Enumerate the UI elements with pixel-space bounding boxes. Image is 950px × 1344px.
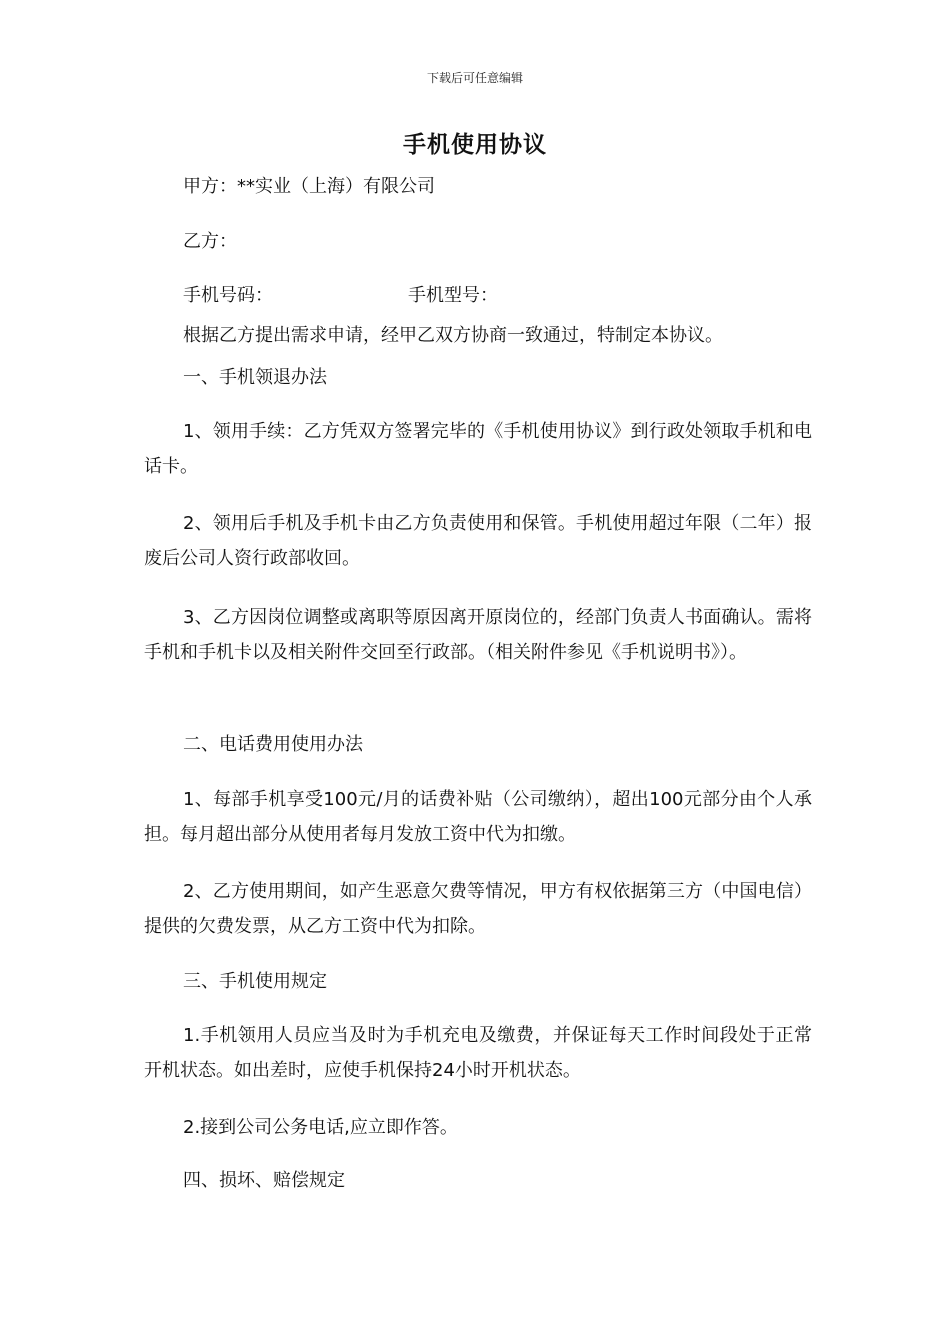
clause-text: 3、乙方因岗位调整或离职等原因离开原岗位的，经部门负责人书面确认。需将手机和手机卡以及相关附件交回至行政部。（相关附件参见《手机说明书》）。 [144, 607, 812, 663]
phone-number-label: 手机号码： [183, 285, 273, 306]
section-heading: 四、损坏、赔偿规定 [183, 1170, 345, 1191]
intro-text: 根据乙方提出需求申请，经甲乙双方协商一致通过，特制定本协议。 [183, 325, 723, 346]
phone-model-label: 手机型号： [408, 285, 498, 306]
clause-text: 2.接到公司公务电话,应立即作答。 [183, 1117, 458, 1138]
party-b: 乙方： [183, 231, 237, 252]
document-title: 手机使用协议 [403, 132, 547, 158]
party-a: 甲方：**实业（上海）有限公司 [183, 176, 435, 197]
clause-text: 1、领用手续：乙方凭双方签署完毕的《手机使用协议》到行政处领取手机和电话卡。 [144, 421, 812, 477]
section-heading: 三、手机使用规定 [183, 971, 327, 992]
header-note: 下载后可任意编辑 [426, 71, 523, 85]
section-heading: 一、手机领退办法 [183, 367, 327, 388]
clause-text: 1.手机领用人员应当及时为手机充电及缴费，并保证每天工作时间段处于正常开机状态。如出差时，应使手机保持24小时开机状态。 [144, 1025, 812, 1081]
clause-text: 2、领用后手机及手机卡由乙方负责使用和保管。手机使用超过年限（二年）报废后公司人资行政部收回。 [144, 513, 812, 569]
section-heading: 二、电话费用使用办法 [183, 734, 363, 755]
clause-text: 1、每部手机享受100元/月的话费补贴（公司缴纳），超出100元部分由个人承担。每月超出部分从使用者每月发放工资中代为扣缴。 [144, 789, 812, 845]
clause-text: 2、乙方使用期间，如产生恶意欠费等情况，甲方有权依据第三方（中国电信）提供的欠费发票，从乙方工资中代为扣除。 [144, 881, 812, 937]
